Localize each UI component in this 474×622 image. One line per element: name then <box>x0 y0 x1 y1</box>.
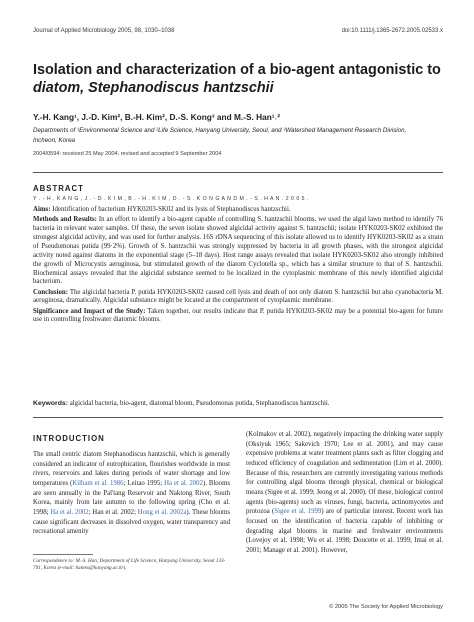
title-line-1: Isolation and characterization of a bio-agent antagonistic to <box>33 62 441 78</box>
intro-text: ; Leitao 1995; <box>123 479 165 487</box>
running-head <box>33 28 443 34</box>
title-line-2: diatom, Stephanodiscus hantzschii <box>33 79 274 96</box>
intro-text: ; Han et al. 2002; <box>88 508 138 516</box>
keywords-label: Keywords: <box>33 400 68 407</box>
correspondence-footnote: Correspondence to: M.-S. Han, Department of Life Science, Hanyang University, Seoul 133-791, Korea (e-mail: hanms@hanyang.ac.kr). <box>33 558 226 572</box>
abstract-heading: ABSTRACT <box>33 184 84 193</box>
intro-text: The small centric diatom Stephanodiscus hantzschii, which is generally considered an indicator of eutrophication, flourishes worldwide in most rivers, reservoirs and lakes during periods of water shortage and low temperatures ( <box>33 451 230 487</box>
divider-top <box>33 172 443 173</box>
conclusion-text: The algicidal bacteria P. putida HYK0203-SK02 caused cell lysis and death of not only diatom S. hantzschii but also cyanobacteria M. aeruginosa, dramatically. Algicidal substance might be located at the compartment of cytoplasmic membrane. <box>33 288 443 305</box>
intro-text: ) are of particular interest. Recent work has focused on the identification of bacteria capable of inhibiting or degrading algal blooms in marine and freshwater environments (Lovejoy et al. 1998; Wu et al. 1998; Doucette et al. 1999; Imai et al. 2001; Manage et al. 2001). However, <box>246 508 444 554</box>
copyright-notice: © 2005 The Society for Applied Microbiology <box>328 604 443 610</box>
abstract-aims <box>33 206 443 215</box>
citation-link[interactable]: Ha et al. 2002 <box>164 479 203 487</box>
footnote-divider <box>33 554 93 555</box>
keywords <box>33 400 443 407</box>
article-title <box>33 62 443 97</box>
intro-text: (Kolmakov et al. 2002), negatively impacting the drinking water supply (Oksiyuk 1965; Sakevich 1970; Lee et al. 2001), and may cause expensive problems at water treatment plants such as filter clogging and reduced efficiency of coagulation and sedimentation (Lim et al. 2000). Because of this, researchers are currently investigating various methods for controlling algal blooms through physical, chemical or biological means (Sigee et al. 1999; Jeong et al. 2000). Of these, biological control agents (bio-agents) such as viruses, fungi, bacteria, actinomycetes and protozoa ( <box>246 431 443 516</box>
methods-text: In an effort to identify a bio-agent capable of controlling S. hantzschii blooms, we used the algal lawn method to identify 76 bacteria in relevant water samples. Of these, the seven isolate showed algicidal activity against S. hantzschii; isolate HYK0203-SK02 exhibited the strongest algicidal activity, and was used for further analysis. 16S rDNA sequencing of this isolate allowed us to identify HYK0203-SK02 as a strain of Pseudomonas putida (99·2%). Growth of S. hantzschii was strongly suppressed by bacteria in all growth phases, with the strongest algicidal activity noted against diatoms in the exponential stage (5–18 days). Host range assays revealed that isolate HYK0203-SK02 also strongly inhibited the growth of Microcystis aeruginosa, but stimulated growth of the diatom Cyclotella sp., which has a similar structure to that of S. hantzschii. Biochemical assays revealed that the algicidal substance seemed to be localized in the cytoplasmic membrane of this newly identified algicidal bacterium. <box>33 216 443 286</box>
introduction-heading: INTRODUCTION <box>33 434 105 443</box>
intro-column-1 <box>33 450 230 537</box>
affiliations: Departments of ¹Environmental Science and ²Life Science, Hanyang University, Seoul, and ³Watershed Management Research Division, Incheon, Korea <box>33 127 407 144</box>
significance-text: Taken together, our results indicate that P. putida HYK0203-SK02 may be a potential bio-agent for future use in controlling freshwater diatomic blooms. <box>33 307 443 324</box>
abstract-body <box>33 206 443 327</box>
aims-text: Identification of bacterium HYK0203-SK02 and its lysis of Stephanodiscus hantzschii. <box>50 206 291 213</box>
abstract-author-line: Y . - H . K A N G , J . - D . K I M , B . - H . K I M , D . - S . K O N G A N D M . - S . H A N . 2 0 0 5 . <box>33 196 309 202</box>
intro-text: ). Blooms are seen annually in the Pal'tang Reservoir and Naktong River, South Korea, mainly from late autumn to the following spring (Cho et al. 1998; <box>33 479 230 516</box>
abstract-methods <box>33 216 443 287</box>
abstract-significance <box>33 308 443 326</box>
intro-text: ). These blooms cause significant decreases in dissolved oxygen, water transparency and recreational amenity <box>33 508 230 536</box>
citation-link[interactable]: Kilham et al. 1986 <box>72 479 124 487</box>
citation-link[interactable]: Ha et al. 2002 <box>50 508 89 516</box>
aims-label: Aims: <box>33 206 51 213</box>
submission-dates: 2004/0594: received 25 May 2004, revised and accepted 9 September 2004 <box>33 151 222 157</box>
citation-link[interactable]: Sigee et al. 1999 <box>274 508 322 516</box>
journal-citation: Journal of Applied Microbiology 2005, 98, 1030–1038 <box>33 28 175 34</box>
methods-label: Methods and Results: <box>33 216 97 224</box>
author-list: Y.-H. Kang¹, J.-D. Kim², B.-H. Kim², D.-S. Kong³ and M.-S. Han¹˒² <box>33 112 281 122</box>
significance-label: Significance and Impact of the Study: <box>33 307 146 315</box>
intro-column-2 <box>246 430 443 556</box>
doi-link[interactable]: doi:10.1111/j.1365-2672.2005.02533.x <box>341 28 443 34</box>
conclusion-label: Conclusion: <box>33 288 68 296</box>
abstract-conclusion <box>33 289 443 307</box>
citation-link[interactable]: Hong et al. 2002a <box>137 508 187 516</box>
keywords-text: algicidal bacteria, bio-agent, diatomal bloom, Pseudomonas putida, Stephanodiscus hantzschii. <box>68 400 330 407</box>
divider-bottom <box>33 417 443 418</box>
